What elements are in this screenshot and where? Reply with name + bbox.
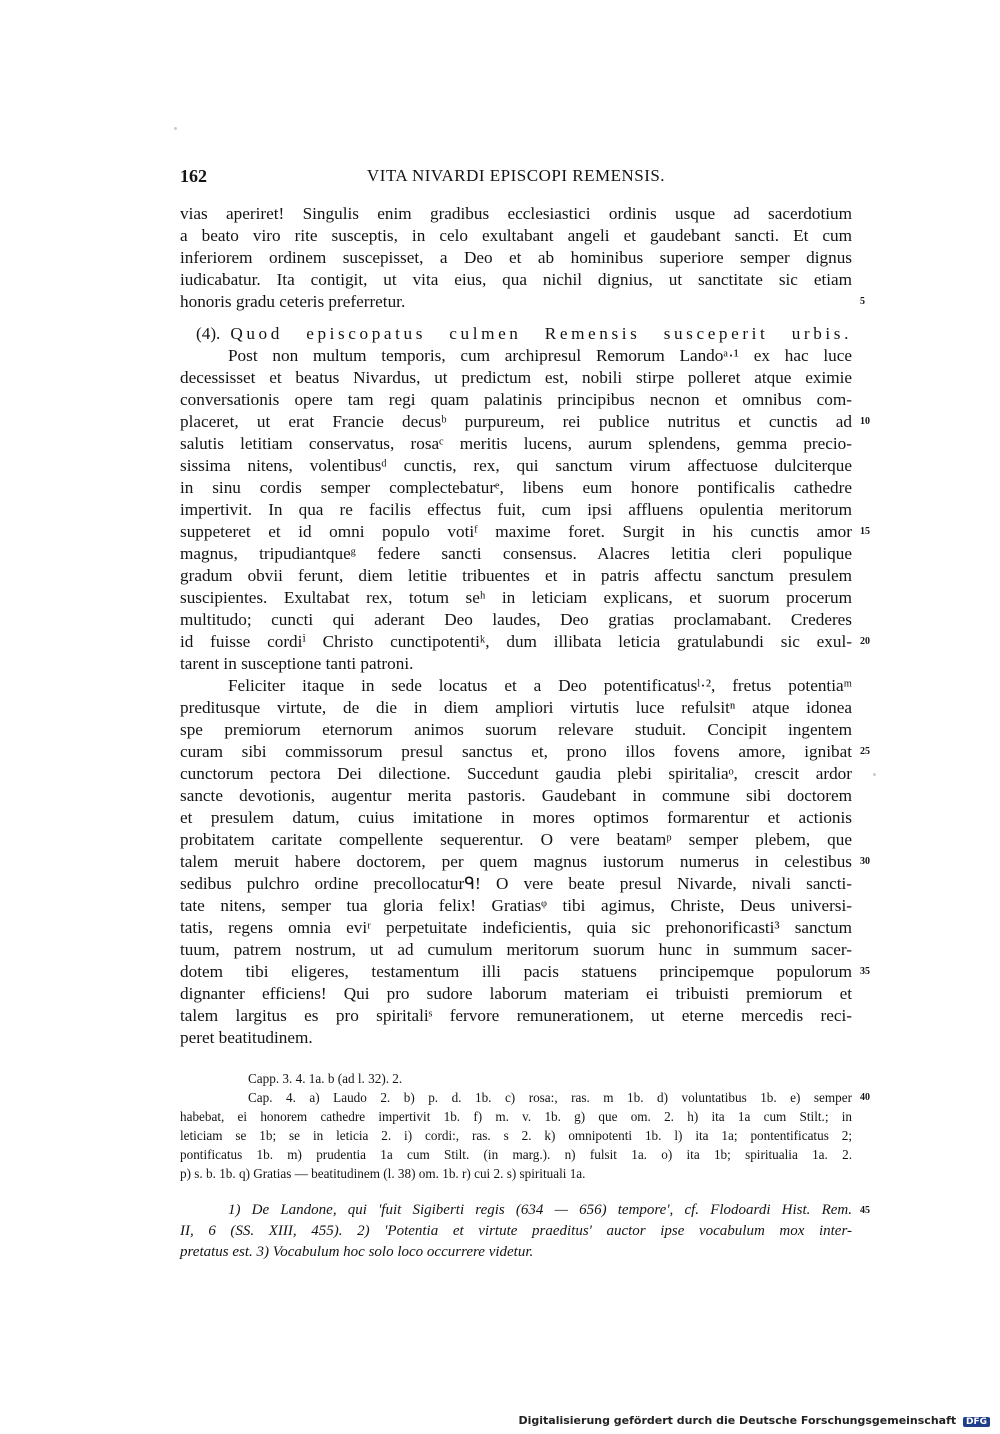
scan-speck bbox=[873, 773, 876, 776]
line-text: vias aperiret! Singulis enim gradibus ecclesiastici ordinis usque ad sacerdotium bbox=[180, 204, 852, 223]
line-text: tate nitens, semper tua gloria felix! Gratiasᵠ tibi agimus, Christe, Deus universi- bbox=[180, 896, 852, 915]
variant-line bbox=[180, 1164, 852, 1183]
line-number: 45 bbox=[860, 1205, 870, 1216]
line-text: Capp. 3. 4. 1a. b (ad l. 32). 2. bbox=[248, 1071, 403, 1086]
line-text: suppeteret et id omni populo votiᶠ maxime foret. Surgit in his cunctis amor bbox=[180, 522, 852, 541]
running-title: VITA NIVARDI EPISCOPI REMENSIS. bbox=[366, 166, 666, 185]
line-text: sedibus pulchro ordine precollocaturᑫ! O vere beate presul Nivarde, nivali sancti- bbox=[180, 874, 852, 893]
line-text: a beato viro rite susceptis, in celo exultabant angeli et gaudebant sancti. Et cum bbox=[180, 226, 852, 245]
line-number: 30 bbox=[860, 856, 870, 867]
line-text: et presulem datum, cuius imitatione in mores optimos formarentur et actionis bbox=[180, 808, 852, 827]
text-line bbox=[180, 323, 852, 345]
text-line bbox=[180, 763, 852, 785]
text-line bbox=[180, 983, 852, 1005]
text-line bbox=[180, 807, 852, 829]
footnotes bbox=[180, 1200, 870, 1263]
line-text: tarent in susceptione tanti patroni. bbox=[180, 654, 414, 673]
text-line bbox=[180, 895, 852, 917]
text-line bbox=[180, 269, 852, 291]
text-line bbox=[180, 411, 870, 433]
line-text: curam sibi commissorum presul sanctus et, prono illos fovens amore, ignibat bbox=[180, 742, 852, 761]
text-line bbox=[180, 785, 852, 807]
line-text: peret beatitudinem. bbox=[180, 1028, 313, 1047]
text-line bbox=[180, 291, 865, 313]
line-text: talem meruit habere doctorem, per quem magnus iustorum numerus in celestibus bbox=[180, 852, 852, 871]
variant-line bbox=[180, 1088, 870, 1107]
footer-credit bbox=[518, 1414, 990, 1427]
text-line bbox=[180, 851, 870, 873]
line-text: magnus, tripudiantqueᵍ federe sancti consensus. Alacres letitia cleri populique bbox=[180, 544, 852, 563]
line-text: dignanter efficiens! Qui pro sudore laborum materiam ei tribuisti premiorum et bbox=[180, 984, 852, 1003]
line-number: 15 bbox=[860, 526, 870, 537]
line-text: II, 6 (SS. XIII, 455). 2) 'Potentia et virtute praeditus' auctor ipse vocabulum mox inter- bbox=[180, 1223, 852, 1239]
line-text: Cap. 4. a) Laudo 2. b) p. d. 1b. c) rosa:, ras. m 1b. d) voluntatibus 1b. e) semper bbox=[248, 1090, 852, 1105]
text-line bbox=[180, 587, 852, 609]
line-text: talem largitus es pro spiritaliˢ fervore remunerationem, ut eterne mercedis reci- bbox=[180, 1006, 852, 1025]
line-number: 20 bbox=[860, 636, 870, 647]
line-text: 1) De Landone, qui 'fuit Sigiberti regis (634 — 656) tempore', cf. Flodoardi Hist. Rem. bbox=[228, 1202, 852, 1218]
line-text: preditusque virtute, de die in diem ampliori virtutis luce refulsitⁿ atque idonea bbox=[180, 698, 852, 717]
line-text: multitudo; cuncti qui aderant Deo laudes, Deo gratias proclamabant. Crederes bbox=[180, 610, 852, 629]
line-text: p) s. b. 1b. q) Gratias — beatitudinem (l. 38) om. 1b. r) cui 2. s) spirituali 1a. bbox=[180, 1166, 586, 1181]
text-line bbox=[180, 961, 870, 983]
line-text: decessisset et beatus Nivardus, ut predictum est, nobili stirpe polleret atque eximie bbox=[180, 368, 852, 387]
text-line bbox=[180, 741, 870, 763]
text-line bbox=[180, 917, 852, 939]
text-line bbox=[180, 631, 870, 653]
line-text: salutis letitiam conservatus, rosaᶜ meritis lucens, aurum splendens, gemma precio- bbox=[180, 434, 852, 453]
note-line bbox=[180, 1200, 870, 1221]
line-number: 40 bbox=[860, 1092, 870, 1103]
text-line bbox=[180, 609, 852, 631]
text-line bbox=[180, 565, 852, 587]
text-line bbox=[180, 247, 852, 269]
scan-speck bbox=[174, 127, 177, 130]
text-line bbox=[180, 1027, 852, 1049]
line-text: tatis, regens omnia eviʳ perpetuitate indeficientis, quia sic prehonorificasti³ sanctum bbox=[180, 918, 852, 937]
line-text: inferiorem ordinem suscepisset, a Deo et ab hominibus superiore semper dignus bbox=[180, 248, 852, 267]
line-text: leticiam se 1b; se in leticia 2. i) cordi:, ras. s 2. k) omnipotenti 1b. l) ita 1a; pontentificatus 2; bbox=[180, 1128, 852, 1143]
page-header bbox=[180, 166, 852, 190]
line-number: 10 bbox=[860, 416, 870, 427]
variant-apparatus bbox=[180, 1069, 870, 1183]
chapter-number: (4). bbox=[196, 324, 221, 343]
text-line bbox=[180, 389, 852, 411]
line-text: pontificatus 1b. m) prudentia 1a cum Stilt. (in marg.). n) fulsit 1a. o) ita 1b; spiritualia 1a. 2. bbox=[180, 1147, 852, 1162]
text-line bbox=[180, 433, 852, 455]
line-text: impertivit. In qua re facilis effectus fuit, cum ipsi affluens opulentia meritorum bbox=[180, 500, 852, 519]
text-line bbox=[180, 829, 852, 851]
text-line bbox=[180, 367, 852, 389]
chapter-heading: Quod episcopatus culmen Remensis susceperit urbis. bbox=[230, 324, 852, 343]
text-line bbox=[180, 719, 852, 741]
note-line bbox=[180, 1242, 852, 1263]
text-line bbox=[180, 1005, 852, 1027]
line-text: conversationis opere tam regi quam palatinis principibus necnon et omnibus com- bbox=[180, 390, 852, 409]
line-text: sissima nitens, volentibusᵈ cunctis, rex, qui sanctum virum affectuose dulciterque bbox=[180, 456, 852, 475]
line-number: 25 bbox=[860, 746, 870, 757]
line-text: Post non multum temporis, cum archipresul Remorum Landoᵃ·¹ ex hac luce bbox=[228, 346, 852, 365]
text-line bbox=[180, 313, 852, 323]
variant-line bbox=[180, 1069, 852, 1088]
line-text: habebat, ei honorem cathedre impertivit 1b. f) m. v. 1b. g) que om. 2. h) ita 1a cum Stilt.; in bbox=[180, 1109, 852, 1124]
variant-line bbox=[180, 1126, 852, 1145]
text-line bbox=[180, 499, 852, 521]
line-text: honoris gradu ceteris preferretur. bbox=[180, 292, 406, 311]
line-text: cunctorum pectora Dei dilectione. Succedunt gaudia plebi spiritaliaᵒ, crescit ardor bbox=[180, 764, 852, 783]
footer-text: Digitalisierung gefördert durch die Deutsche Forschungsgemeinschaft bbox=[518, 1414, 957, 1427]
text-line bbox=[180, 697, 852, 719]
text-line bbox=[180, 345, 852, 367]
line-text: gradum obvii ferunt, diem letitie tribuentes et in patris affectu sanctum presulem bbox=[180, 566, 852, 585]
text-line bbox=[180, 225, 852, 247]
line-text: suscipientes. Exultabat rex, totum seʰ in leticiam explicans, et suorum procerum bbox=[180, 588, 852, 607]
text-line bbox=[180, 521, 870, 543]
line-text: placeret, ut erat Francie decusᵇ purpureum, rei publice nutritus et cunctis ad bbox=[180, 412, 852, 431]
line-text: iudicabatur. Ita contigit, ut vita eius, qua nichil dignius, ut sanctitate sic etiam bbox=[180, 270, 852, 289]
text-line bbox=[180, 455, 852, 477]
line-text: in sinu cordis semper complectebaturᵉ, libens eum honore pontificalis cathedre bbox=[180, 478, 852, 497]
line-text: spe premiorum eternorum animos suorum relevare studuit. Concipit ingentem bbox=[180, 720, 852, 739]
line-text: probitatem caritate compellente sequerentur. O vere beatamᵖ semper plebem, que bbox=[180, 830, 852, 849]
variant-line bbox=[180, 1107, 852, 1126]
text-line bbox=[180, 873, 852, 895]
text-line bbox=[180, 203, 852, 225]
text-line bbox=[180, 939, 852, 961]
line-text: pretatus est. 3) Vocabulum hoc solo loco occurrere videtur. bbox=[180, 1244, 534, 1260]
note-line bbox=[180, 1221, 852, 1242]
line-text: Feliciter itaque in sede locatus et a Deo potentificatusˡ·², fretus potentiaᵐ bbox=[228, 676, 852, 695]
text-line bbox=[180, 543, 852, 565]
line-text: sancte devotionis, augentur merita pastoris. Gaudebant in commune sibi doctorem bbox=[180, 786, 852, 805]
variant-line bbox=[180, 1145, 852, 1164]
line-text: tuum, patrem nostrum, ut ad cumulum meritorum suorum hunc in summum sacer- bbox=[180, 940, 852, 959]
text-line bbox=[180, 653, 852, 675]
line-text: id fuisse cordiⁱ Christo cunctipotentiᵏ, dum illibata leticia gratulabundi sic exul- bbox=[180, 632, 852, 651]
text-line bbox=[180, 675, 852, 697]
dfg-logo: DFG bbox=[963, 1417, 990, 1427]
page-number: 162 bbox=[180, 166, 207, 186]
text-line bbox=[180, 477, 852, 499]
line-text: dotem tibi eligeres, testamentum illi pacis statuens principemque populorum bbox=[180, 962, 852, 981]
main-text bbox=[180, 203, 870, 1049]
line-number: 5 bbox=[860, 296, 865, 307]
line-number: 35 bbox=[860, 966, 870, 977]
